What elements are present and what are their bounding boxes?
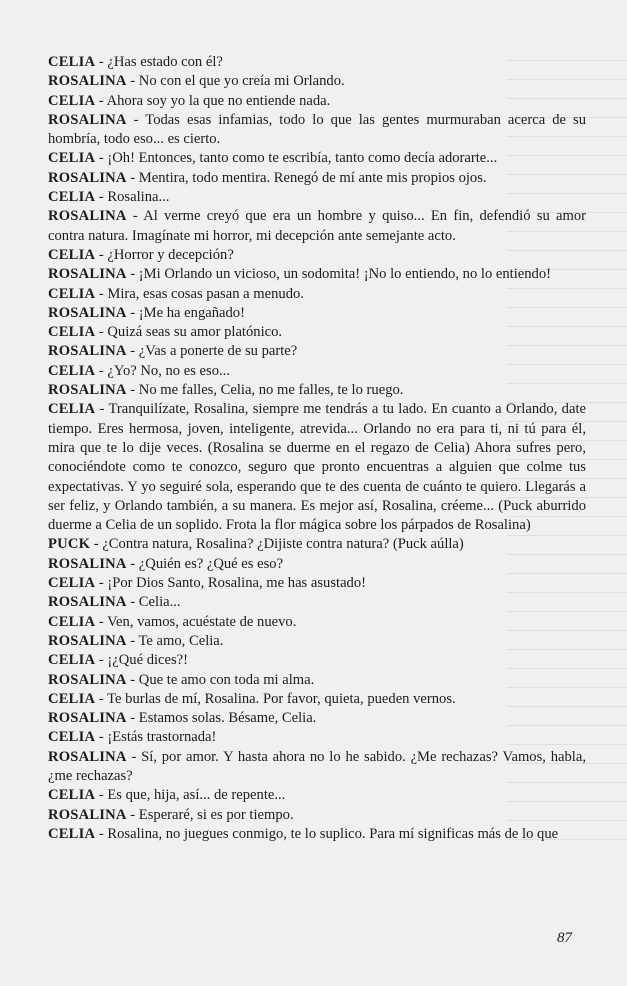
dialogue-line — [48, 381, 586, 400]
dialogue-line — [48, 304, 586, 323]
dialogue-line — [48, 265, 586, 284]
dialogue-text: - No con el que yo creía mi Orlando. — [126, 73, 345, 90]
dialogue-line — [48, 362, 586, 381]
speaker-name: CELIA — [48, 825, 96, 842]
speaker-name: CELIA — [48, 652, 96, 669]
speaker-name: CELIA — [48, 324, 96, 341]
dialogue-line — [48, 574, 586, 593]
speaker-name: CELIA — [48, 729, 96, 746]
dialogue-text: - ¡Por Dios Santo, Rosalina, me has asustado! — [95, 575, 366, 592]
dialogue-line — [48, 169, 586, 188]
speaker-name: ROSALINA — [48, 266, 127, 283]
dialogue-line — [48, 690, 586, 709]
dialogue-line — [48, 72, 586, 91]
dialogue-text: - ¿Yo? No, no es eso... — [95, 362, 230, 379]
dialogue-text: - Mira, esas cosas pasan a menudo. — [95, 285, 304, 302]
dialogue-line — [48, 285, 586, 304]
speaker-name: CELIA — [48, 787, 96, 804]
dialogue-line — [48, 806, 586, 825]
page-number: 87 — [557, 930, 572, 946]
dialogue-line — [48, 400, 586, 535]
dialogue-line — [48, 188, 586, 207]
speaker-name: ROSALINA — [48, 710, 127, 727]
dialogue-text: - Al verme creyó que era un hombre y quiso... En fin, defendió su amor contra natura. Imagínate mi horror, mi decepción ante semejante acto. — [48, 208, 586, 244]
speaker-name: CELIA — [48, 690, 96, 707]
dialogue-text: - ¡Mi Orlando un vicioso, un sodomita! ¡No lo entiendo, no lo entiendo! — [126, 266, 552, 283]
dialogue-text: - Te amo, Celia. — [126, 632, 224, 649]
speaker-name: CELIA — [48, 401, 96, 418]
dialogue-text: - ¡Me ha engañado! — [126, 304, 245, 321]
speaker-name: CELIA — [48, 150, 96, 167]
dialogue-line — [48, 111, 586, 150]
dialogue-line — [48, 748, 586, 787]
dialogue-text: - ¿Vas a ponerte de su parte? — [126, 343, 298, 360]
dialogue-line — [48, 671, 586, 690]
dialogue-text: - ¿Horror y decepción? — [95, 246, 234, 263]
dialogue-text: - Celia... — [126, 594, 181, 611]
dialogue-line — [48, 149, 586, 168]
speaker-name: ROSALINA — [48, 111, 127, 128]
dialogue-line — [48, 342, 586, 361]
speaker-name: CELIA — [48, 362, 96, 379]
speaker-name: CELIA — [48, 92, 96, 109]
speaker-name: CELIA — [48, 613, 96, 630]
dialogue-text: - Esperaré, si es por tiempo. — [126, 806, 294, 823]
dialogue-line — [48, 246, 586, 265]
dialogue-text: - ¿Quién es? ¿Qué es eso? — [126, 555, 284, 572]
dialogue-text: - Rosalina... — [95, 189, 170, 206]
dialogue-text: - Te burlas de mí, Rosalina. Por favor, quieta, pueden vernos. — [95, 690, 456, 707]
dialogue-text: - Es que, hija, así... de repente... — [95, 787, 286, 804]
page-text — [48, 53, 586, 844]
dialogue-text: - No me falles, Celia, no me falles, te lo ruego. — [126, 382, 404, 399]
dialogue-text: - Tranquilízate, Rosalina, siempre me tendrás a tu lado. En cuanto a Orlando, date tiempo. Eres hermosa, joven, inteligente, atrevida... Orlando no era para ti, ni tú para él, mira que te lo dije veces. (Rosalina se duerme en el regazo de Celia) Ahora sufres pero, conociéndote como te conozco, seguro que pronto encuentras a alguien que colme tus expectativas. Y yo seguiré sola, esperando que te des cuenta de cuánto te quiero. Llegarás a ser feliz, y Orlando también, a su manera. Es mejor así, Rosalina, créeme... (Puck aburrido duerme a Celia de un soplido. Frota la flor mágica sobre los párpados de Rosalina) — [48, 401, 586, 534]
dialogue-text: - Quizá seas su amor platónico. — [95, 324, 283, 341]
dialogue-line — [48, 53, 586, 72]
dialogue-line — [48, 651, 586, 670]
dialogue-text: - ¡¿Qué dices?! — [95, 652, 189, 669]
dialogue-line — [48, 786, 586, 805]
dialogue-text: - ¡Estás trastornada! — [95, 729, 217, 746]
dialogue-text: - Todas esas infamias, todo lo que las gentes murmuraban acerca de su hombría, todo eso... es cierto. — [48, 111, 586, 148]
dialogue-line — [48, 613, 586, 632]
dialogue-text: - ¿Has estado con él? — [95, 54, 223, 70]
speaker-name: ROSALINA — [48, 304, 127, 321]
speaker-name: ROSALINA — [48, 343, 127, 360]
dialogue-text: - ¿Contra natura, Rosalina? ¿Dijiste contra natura? (Puck aúlla) — [90, 536, 464, 553]
speaker-name: ROSALINA — [48, 169, 127, 186]
dialogue-text: - ¡Oh! Entonces, tanto como te escribía, tanto como decía adorarte... — [95, 150, 498, 167]
speaker-name: ROSALINA — [48, 806, 127, 823]
speaker-name: PUCK — [48, 536, 91, 553]
dialogue-line — [48, 728, 586, 747]
speaker-name: ROSALINA — [48, 748, 127, 765]
dialogue-text: - Ven, vamos, acuéstate de nuevo. — [95, 613, 297, 630]
dialogue-line — [48, 825, 586, 844]
speaker-name: ROSALINA — [48, 594, 127, 611]
dialogue-line — [48, 92, 586, 111]
speaker-name: ROSALINA — [48, 382, 127, 399]
speaker-name: CELIA — [48, 189, 96, 206]
dialogue-line — [48, 323, 586, 342]
dialogue-text: - Mentira, todo mentira. Renegó de mí ante mis propios ojos. — [126, 169, 487, 186]
speaker-name: CELIA — [48, 246, 96, 263]
speaker-name: CELIA — [48, 285, 96, 302]
speaker-name: CELIA — [48, 575, 96, 592]
dialogue-text: - Rosalina, no juegues conmigo, te lo suplico. Para mí significas más de lo que — [95, 825, 559, 842]
speaker-name: ROSALINA — [48, 73, 127, 90]
dialogue-line — [48, 535, 586, 554]
speaker-name: ROSALINA — [48, 555, 127, 572]
dialogue-line — [48, 709, 586, 728]
speaker-name: ROSALINA — [48, 671, 127, 688]
speaker-name: ROSALINA — [48, 208, 127, 225]
dialogue-line — [48, 207, 586, 246]
dialogue-line — [48, 632, 586, 651]
dialogue-text: - Que te amo con toda mi alma. — [126, 671, 315, 688]
dialogue-text: - Ahora soy yo la que no entiende nada. — [95, 92, 331, 109]
speaker-name: ROSALINA — [48, 632, 127, 649]
dialogue-line — [48, 593, 586, 612]
dialogue-text: - Sí, por amor. Y hasta ahora no lo he sabido. ¿Me rechazas? Vamos, habla, ¿me rechazas? — [48, 748, 586, 784]
speaker-name: CELIA — [48, 54, 96, 70]
dialogue-text: - Estamos solas. Bésame, Celia. — [126, 710, 317, 727]
dialogue-line — [48, 555, 586, 574]
